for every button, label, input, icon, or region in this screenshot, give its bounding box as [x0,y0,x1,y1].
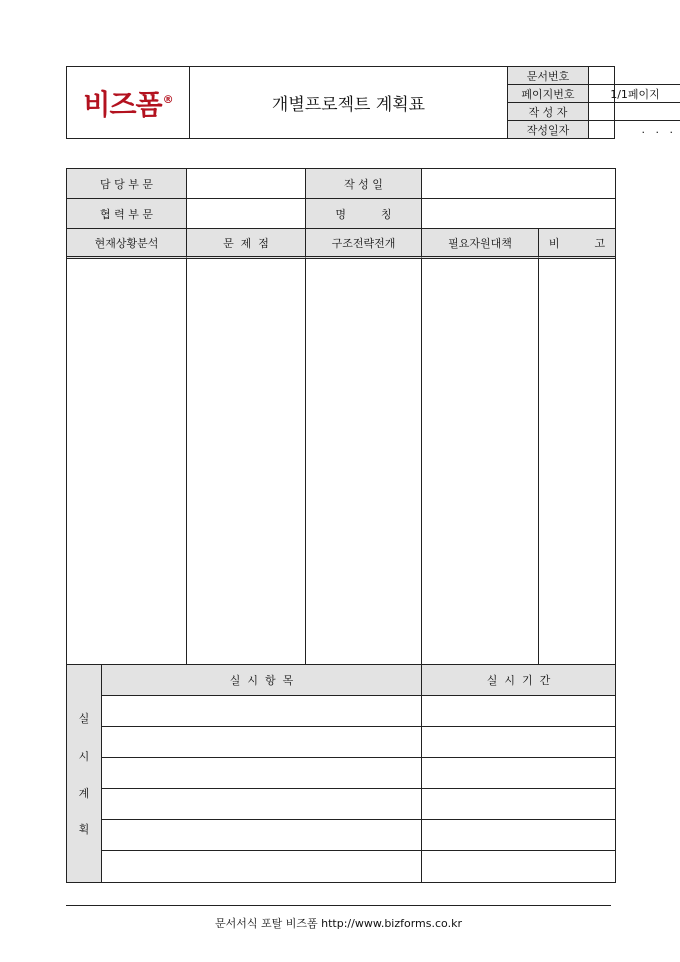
plan-period-header: 실 시 기 간 [422,665,615,696]
col-header-situation: 현재상황분석 [67,229,187,259]
registered-mark: ® [162,93,173,107]
plan-item-row[interactable] [102,758,422,789]
col-header-strategy: 구조전략전개 [306,229,422,259]
plan-side-char-2: 시 [78,750,90,763]
plan-period-row[interactable] [422,851,615,882]
plan-item-row[interactable] [102,851,422,882]
author-value[interactable] [589,103,680,121]
dept-label: 담 당 부 문 [67,169,187,199]
doc-number-label: 문서번호 [508,67,589,85]
project-plan-form [66,168,616,883]
name-field[interactable] [422,199,615,229]
logo-cell [67,67,190,138]
name-label: 명 칭 [306,199,422,229]
page-number-value[interactable]: 1/1페이지 [589,85,680,103]
page-number-label: 페이지번호 [508,85,589,103]
coop-label: 협 력 부 문 [67,199,187,229]
coop-field[interactable] [187,199,306,229]
document-title: 개별프로젝트 계획표 [190,67,508,138]
plan-item-header: 실 시 항 목 [102,665,422,696]
strategy-area[interactable] [306,259,422,665]
col-header-remarks: 비 고 [539,229,615,259]
plan-side-char-3: 계 [78,787,90,800]
plan-item-row[interactable] [102,789,422,820]
plan-side-label [67,665,102,882]
plan-period-row[interactable] [422,696,615,727]
remarks-area[interactable] [539,259,615,665]
date-written-field[interactable] [422,169,615,199]
plan-side-char-1: 실 [78,712,90,725]
footer-divider [66,905,611,906]
doc-number-value[interactable] [589,67,680,85]
plan-period-row[interactable] [422,820,615,851]
author-label: 작 성 자 [508,103,589,121]
plan-period-row[interactable] [422,789,615,820]
logo-text: 비즈폼 [83,87,162,121]
date-label: 작성일자 [508,121,589,138]
plan-period-row[interactable] [422,727,615,758]
dept-field[interactable] [187,169,306,199]
situation-area[interactable] [67,259,187,665]
plan-item-row[interactable] [102,820,422,851]
date-value[interactable]: . . . [641,123,673,136]
problems-area[interactable] [187,259,306,665]
date-written-label: 작 성 일 [306,169,422,199]
bizforms-logo [83,83,172,123]
col-header-problems: 문 제 점 [187,229,306,259]
plan-side-char-4: 획 [78,823,90,836]
plan-period-row[interactable] [422,758,615,789]
resources-area[interactable] [422,259,539,665]
plan-item-row[interactable] [102,727,422,758]
document-header [66,66,673,139]
plan-item-row[interactable] [102,696,422,727]
col-header-resources: 필요자원대책 [422,229,539,259]
footer-text: 문서서식 포탈 비즈폼 http://www.bizforms.co.kr [215,917,462,930]
